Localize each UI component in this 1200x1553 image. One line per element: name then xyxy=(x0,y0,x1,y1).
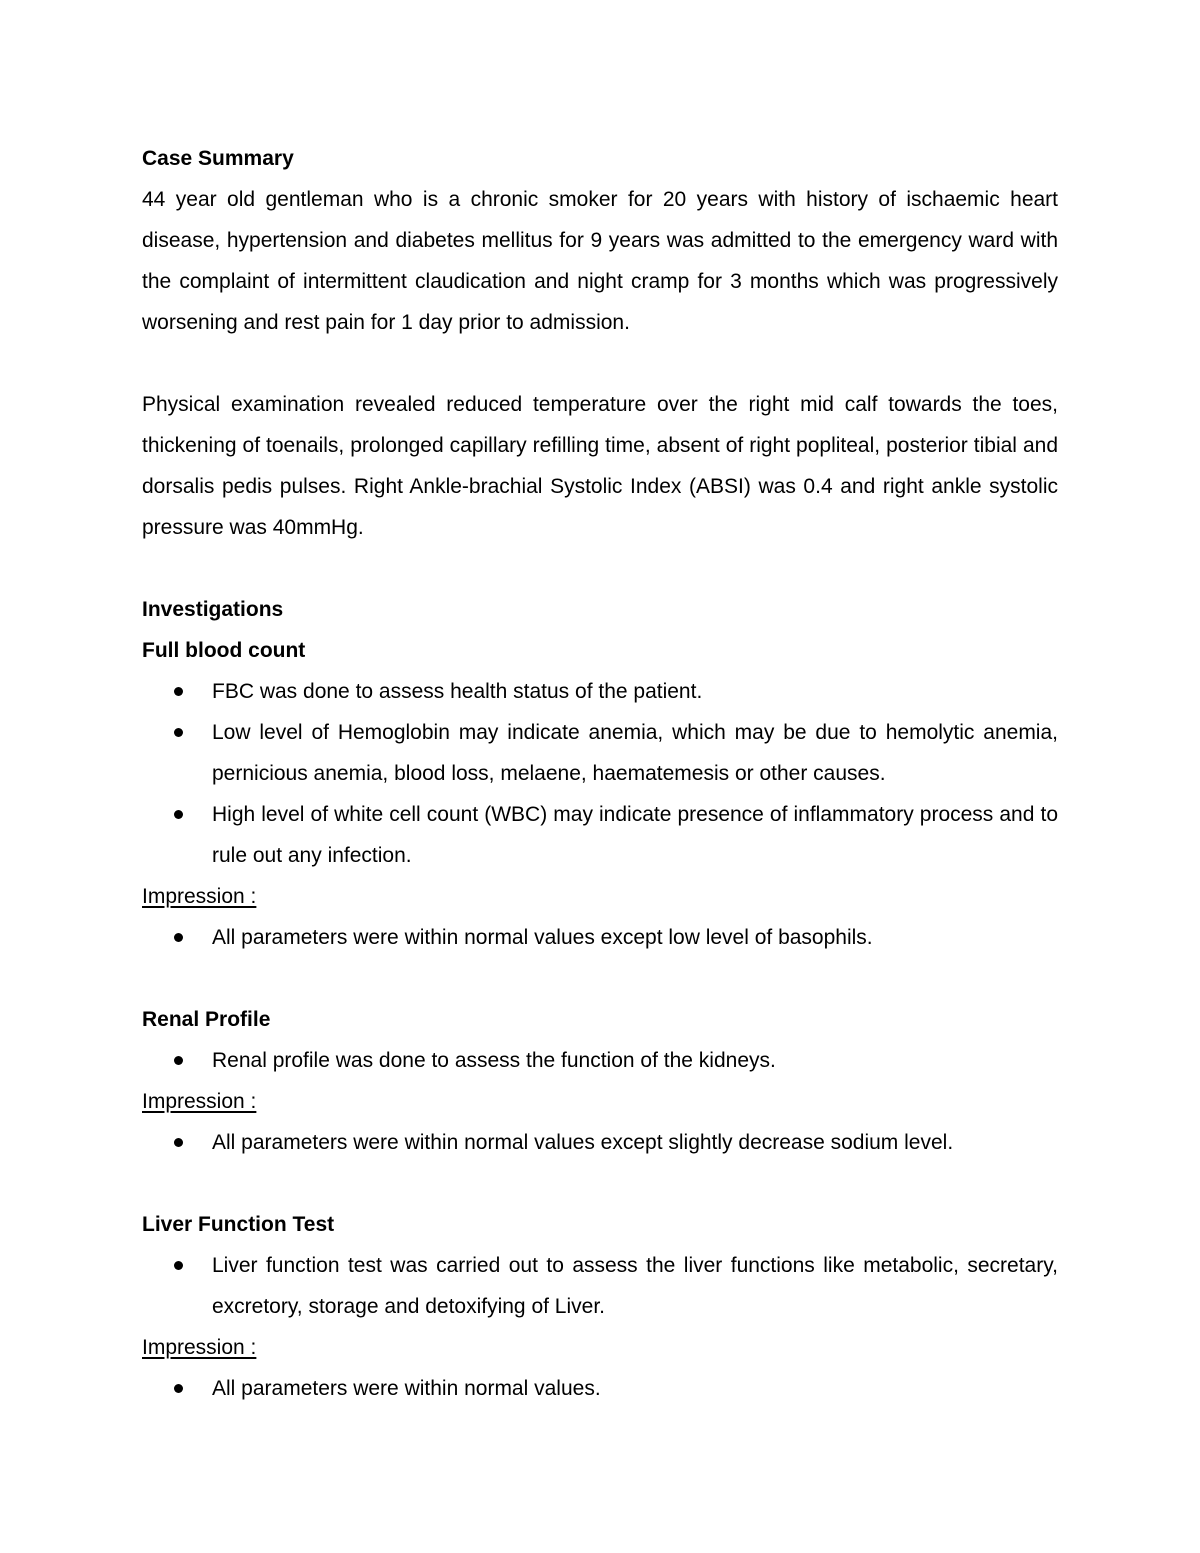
bullet-icon xyxy=(174,1261,183,1270)
list-item: All parameters were within normal values except low level of basophils. xyxy=(142,917,1058,958)
bullet-icon xyxy=(174,810,183,819)
list-item: All parameters were within normal values except slightly decrease sodium level. xyxy=(142,1122,1058,1163)
liver-list xyxy=(142,1245,1058,1327)
list-item: High level of white cell count (WBC) may indicate presence of inflammatory process and to rule out any infection. xyxy=(142,794,1058,876)
bullet-icon xyxy=(174,1056,183,1065)
fbc-impression-label: Impression : xyxy=(142,885,257,908)
renal-list xyxy=(142,1040,1058,1081)
list-item: Low level of Hemoglobin may indicate anemia, which may be due to hemolytic anemia, pernicious anemia, blood loss, melaene, haematemesis or other causes. xyxy=(142,712,1058,794)
list-item: Renal profile was done to assess the function of the kidneys. xyxy=(142,1040,1058,1081)
list-item: Liver function test was carried out to assess the liver functions like metabolic, secretary, excretory, storage and detoxifying of Liver. xyxy=(142,1245,1058,1327)
fbc-impression-list xyxy=(142,917,1058,958)
liver-impression-label: Impression : xyxy=(142,1336,257,1359)
case-summary-heading: Case Summary xyxy=(142,147,294,170)
bullet-icon xyxy=(174,728,183,737)
case-summary-paragraph: 44 year old gentleman who is a chronic smoker for 20 years with history of ischaemic heart disease, hypertension and diabetes mellitus for 9 years was admitted to the emergency ward with the complaint of intermittent claudication and night cramp for 3 months which was progressively worsening and rest pain for 1 day prior to admission. xyxy=(142,188,1058,334)
fbc-list xyxy=(142,671,1058,876)
bullet-icon xyxy=(174,1138,183,1147)
list-item: FBC was done to assess health status of the patient. xyxy=(142,671,1058,712)
list-item: All parameters were within normal values. xyxy=(142,1368,1058,1409)
renal-impression-list xyxy=(142,1122,1058,1163)
document-page xyxy=(142,138,1058,1409)
fbc-heading: Full blood count xyxy=(142,639,306,662)
investigations-heading: Investigations xyxy=(142,598,284,621)
liver-impression-list xyxy=(142,1368,1058,1409)
liver-heading: Liver Function Test xyxy=(142,1213,335,1236)
physical-exam-paragraph: Physical examination revealed reduced temperature over the right mid calf towards the toes, thickening of toenails, prolonged capillary refilling time, absent of right popliteal, posterior tibial and dorsalis pedis pulses. Right Ankle-brachial Systolic Index (ABSI) was 0.4 and right ankle systolic pressure was 40mmHg. xyxy=(142,393,1058,539)
bullet-icon xyxy=(174,687,183,696)
bullet-icon xyxy=(174,933,183,942)
bullet-icon xyxy=(174,1384,183,1393)
renal-impression-label: Impression : xyxy=(142,1090,257,1113)
renal-heading: Renal Profile xyxy=(142,1008,271,1031)
